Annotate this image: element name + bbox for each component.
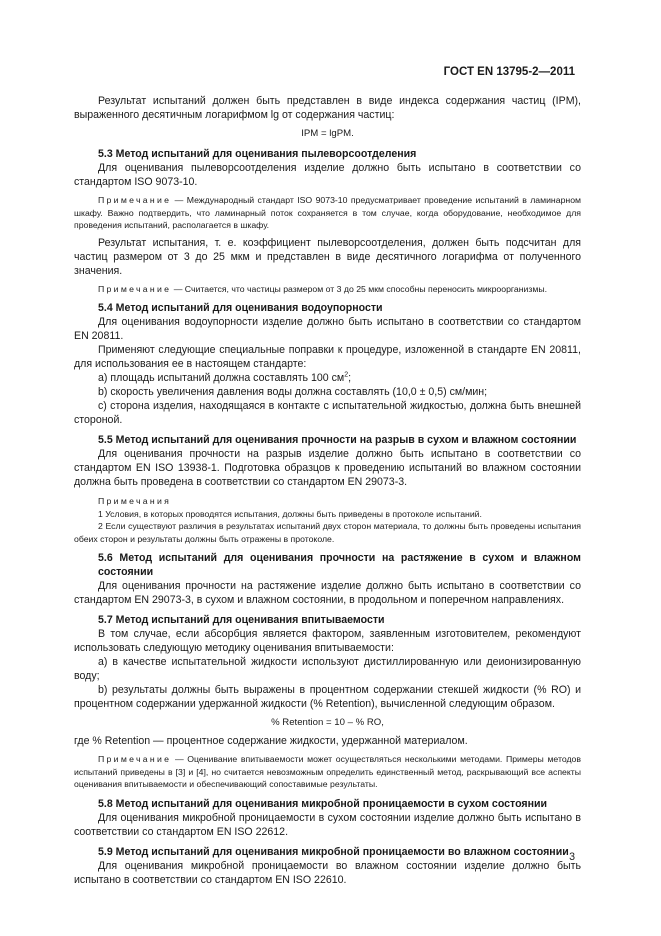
paragraph: Для оценивания пылеворсоотделения изделие должно быть испытано в соответствии со стандартом ISO 9073-10. bbox=[74, 162, 581, 188]
section-heading: 5.8 Метод испытаний для оценивания микробной проницаемости в сухом состоянии bbox=[98, 797, 548, 810]
note bbox=[74, 753, 581, 791]
note-label: Примечание bbox=[98, 754, 172, 764]
section-heading: 5.9 Метод испытаний для оценивания микробной проницаемости во влажном состоянии bbox=[98, 845, 569, 858]
note-text: — Оценивание впитываемости может осуществляться несколькими методами. Примеры методов испытаний приведены в [3] и [4], но считается невозможным определить единственный метод, раскрывающий все аспекты оценивания впитываемости и обеспечивающий сопоставимые результаты. bbox=[74, 754, 581, 789]
note: 2 Если существуют различия в результатах испытаний двух сторон материала, то должны быть проведены испытания обеих сторон и результаты должны быть отражены в протоколе. bbox=[74, 521, 581, 544]
section-heading: 5.7 Метод испытаний для оценивания впитываемости bbox=[98, 614, 385, 626]
note bbox=[74, 194, 581, 232]
list-item: b) скорость увеличения давления воды должна составлять (10,0 ± 0,5) см/мин; bbox=[98, 386, 488, 398]
section-heading: 5.4 Метод испытаний для оценивания водоупорности bbox=[98, 302, 383, 314]
note-text: — Считается, что частицы размером от 3 до 25 мкм способны переносить микроорганизмы. bbox=[171, 283, 547, 294]
section-heading: 5.3 Метод испытаний для оценивания пылеворсоотделения bbox=[98, 148, 417, 160]
paragraph: В том случае, если абсорбция является фактором, заявленным изготовителем, рекомендуют использовать следующую методику оценивания впитываемости: bbox=[74, 628, 581, 654]
paragraph: Результат испытаний должен быть представлен в виде индекса содержания частиц (IPM), выраженного десятичным логарифмом lg от содержания частиц: bbox=[74, 95, 581, 121]
section-heading: 5.6 Метод испытаний для оценивания прочности на растяжение в сухом и влажном состоянии bbox=[98, 552, 581, 578]
paragraph: Для оценивания прочности на растяжение изделие должно быть испытано в соответствии со стандартом EN 29073-3, в сухом и влажном состоянии, в продольном и поперечном направлениях. bbox=[74, 580, 581, 606]
note bbox=[74, 283, 581, 296]
document-body bbox=[74, 94, 581, 887]
list-item: a) площадь испытаний должна составлять 100 $см^2$; bbox=[98, 371, 352, 384]
paragraph: Для оценивания прочности на разрыв изделие должно быть испытано в соответствии со стандартом EN ISO 13938-1. Подготовка образцов к проведению испытаний во влажном состоянии должна быть проведена в соответствии со стандартом EN 29073-3. bbox=[74, 448, 581, 488]
list-item: b) результаты должны быть выражены в процентном содержании стекшей жидкости (% RO) и процентном содержании удержанной жидкости (% Retention), вычисленной следующим образом. bbox=[74, 684, 581, 710]
formula: % Retention = 10 – % RO, bbox=[271, 717, 384, 728]
note-label: Примечание bbox=[98, 195, 172, 205]
list-item: a) в качестве испытательной жидкости используют дистиллированную или деионизированную воду; bbox=[74, 656, 581, 682]
note: 1 Условия, в которых проводятся испытания, должны быть приведены в протоколе испытаний. bbox=[98, 508, 482, 519]
paragraph: где % Retention — процентное содержание жидкости, удержанной материалом. bbox=[74, 735, 468, 747]
note-text: — Международный стандарт ISO 9073-10 предусматривает проведение испытаний в ламинарном шкафу. Важно подтвердить, что ламинарный поток сохраняется в том случае, когда оборудование, необходимое для проведения испытаний, располагается в шкафу. bbox=[74, 195, 581, 230]
paragraph: Для оценивания микробной проницаемости во влажном состоянии изделие должно быть испытано в соответствии со стандартом EN ISO 22610. bbox=[74, 859, 581, 886]
section-heading: 5.5 Метод испытаний для оценивания прочности на разрыв в сухом и влажном состоянии bbox=[98, 434, 577, 446]
page-number: 3 bbox=[569, 851, 575, 863]
paragraph: Для оценивания микробной проницаемости в сухом состоянии изделие должно быть испытано в соответствии со стандартом EN ISO 22612. bbox=[74, 811, 581, 838]
formula: IPM = lgPM. bbox=[301, 128, 354, 139]
paragraph: Применяют следующие специальные поправки к процедуре, изложенной в стандарте EN 20811, для использования ее в настоящем стандарте: bbox=[74, 344, 581, 370]
paragraph: Результат испытания, т. е. коэффициент пылеворсоотделения, должен быть подсчитан для частиц размером от 3 до 25 мкм и представлен в виде десятичного логарифма от полученного значения. bbox=[74, 236, 581, 277]
note-label: Примечание bbox=[98, 283, 172, 294]
document-header: ГОСТ EN 13795-2—2011 bbox=[443, 66, 575, 78]
paragraph: Для оценивания водоупорности изделие должно быть испытано в соответствии со стандартом EN 20811. bbox=[74, 316, 581, 342]
notes-label: Примечания bbox=[98, 496, 172, 506]
list-item: c) сторона изделия, находящаяся в контакте с испытательной жидкостью, должна быть внешней стороной. bbox=[74, 400, 581, 426]
